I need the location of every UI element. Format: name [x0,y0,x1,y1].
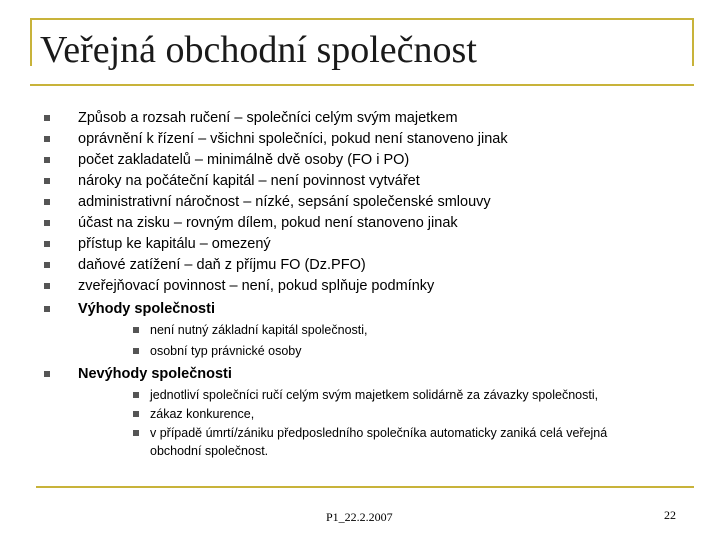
bullet-icon [44,262,50,268]
footer-text: P1_22.2.2007 [326,510,393,524]
list-item: přístup ke kapitálu – omezený [78,236,271,252]
bullet-icon [44,178,50,184]
bullet-icon [44,136,50,142]
title-frame-right [692,18,694,66]
bullet-icon [44,241,50,247]
disadvantage-item: jednotliví společníci ručí celým svým majetkem solidárně za závazky společnosti, [150,388,599,402]
sub-bullet-icon [133,430,139,436]
bullet-icon [44,199,50,205]
bullet-icon [44,283,50,289]
sub-bullet-icon [133,411,139,417]
list-item: Způsob a rozsah ručení – společníci celým svým majetkem [78,110,458,126]
list-item: oprávnění k řízení – všichni společníci, pokud není stanoveno jinak [78,131,508,147]
list-item: zveřejňovací povinnost – není, pokud splňuje podmínky [78,278,435,294]
advantage-item: není nutný základní kapitál společnosti, [150,323,368,337]
list-item: nároky na počáteční kapitál – není povinnost vytvářet [78,173,420,189]
slide-title: Veřejná obchodní společnost [40,29,477,71]
advantages-heading: Výhody společnosti [78,301,215,317]
bullet-icon [44,371,50,377]
disadvantages-heading: Nevýhody společnosti [78,366,232,382]
title-frame-left [30,18,32,66]
disadvantage-item: zákaz konkurence, [150,407,255,421]
advantage-item: osobní typ právnické osoby [150,344,302,358]
disadvantage-item: v případě úmrtí/zániku předposledního společníka automaticky zaniká celá veřejná [150,426,608,440]
list-item: počet zakladatelů – minimálně dvě osoby (FO i PO) [78,152,410,168]
disadvantage-item-continuation: obchodní společnost. [150,444,269,458]
sub-bullet-icon [133,392,139,398]
page-number: 22 [664,508,676,522]
list-item: administrativní náročnost – nízké, sepsání společenské smlouvy [78,194,491,210]
bullet-icon [44,157,50,163]
sub-bullet-icon [133,348,139,354]
sub-bullet-icon [133,327,139,333]
list-item: daňové zatížení – daň z příjmu FO (Dz.PFO) [78,257,366,273]
bullet-icon [44,220,50,226]
bullet-icon [44,115,50,121]
title-frame-top [30,18,694,20]
list-item: účast na zisku – rovným dílem, pokud není stanoveno jinak [78,215,458,231]
bullet-icon [44,306,50,312]
title-underline [30,84,694,86]
footer-rule [36,486,694,488]
